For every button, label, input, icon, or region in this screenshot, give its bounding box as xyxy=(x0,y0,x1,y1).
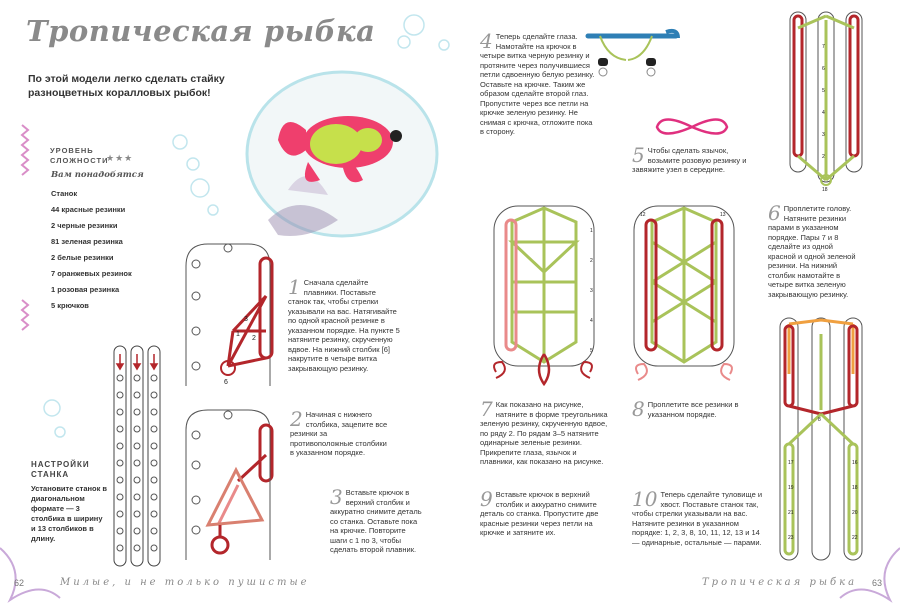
step-number: 9 xyxy=(480,487,493,511)
svg-text:19: 19 xyxy=(788,485,794,491)
svg-text:6: 6 xyxy=(224,379,228,386)
svg-text:8: 8 xyxy=(818,417,821,423)
svg-text:2: 2 xyxy=(252,335,256,342)
material-item: 5 крючков xyxy=(51,301,89,310)
step-number: 8 xyxy=(632,397,645,421)
svg-text:6: 6 xyxy=(822,66,825,72)
step-3 xyxy=(330,485,422,555)
svg-text:18: 18 xyxy=(852,485,858,491)
material-item: 2 белые резинки xyxy=(51,253,114,262)
step-text: Проплетите все резинки в указанном порядке. xyxy=(647,400,739,419)
material-item: 44 красные резинки xyxy=(51,205,126,214)
svg-text:23: 23 xyxy=(788,535,794,541)
page-number-left: 62 xyxy=(14,578,25,588)
difficulty-label-line1: УРОВЕНЬ xyxy=(50,146,94,155)
footer-left: Милые, и не только пушистые xyxy=(60,577,310,588)
svg-text:22: 22 xyxy=(852,535,858,541)
hook-illustration xyxy=(586,28,686,98)
step-8 xyxy=(632,397,742,421)
step-text: Проплетите голову. Натяните резинки парами в указанном порядке. Пары 7 и 8 сделайте из одной красной и одной зеленой резинки. На нижний столбик намотайте в четыре витка зеленую закрывающую резинку. xyxy=(768,204,856,299)
step-7 xyxy=(480,397,610,467)
step-4 xyxy=(480,29,598,137)
svg-text:13: 13 xyxy=(720,212,726,218)
step8-loom-diagram xyxy=(630,202,740,392)
step-number: 6 xyxy=(768,201,781,225)
step-text: Как показано на рисунке, натяните в форме треугольника зеленую резинку, скрученную вдвое, по ряду 2. По рядам 3–5 натяните одинарные зеленые резинки. Прикрепите глаза, язычок и плавники, как показано на рисунке. xyxy=(480,400,608,466)
page-title: Тропическая рыбка xyxy=(26,14,376,48)
svg-text:7: 7 xyxy=(822,44,825,50)
svg-text:12: 12 xyxy=(640,212,646,218)
svg-text:5: 5 xyxy=(822,88,825,94)
settings-title-line2: СТАНКА xyxy=(31,470,70,479)
step-number: 1 xyxy=(288,275,301,299)
step10-body-loom-diagram xyxy=(776,314,866,564)
material-item: Станок xyxy=(51,189,78,198)
settings-title-line1: НАСТРОЙКИ xyxy=(31,460,90,469)
svg-text:16: 16 xyxy=(852,460,858,466)
material-item: 81 зеленая резинка xyxy=(51,237,123,246)
step-number: 3 xyxy=(330,485,343,509)
materials-title: Вам понадобятся xyxy=(51,170,144,180)
svg-text:2: 2 xyxy=(822,154,825,160)
step-1 xyxy=(288,275,400,373)
step-10 xyxy=(632,487,763,547)
step-number: 7 xyxy=(480,397,493,421)
material-item: 1 розовая резинка xyxy=(51,285,120,294)
fish-photo xyxy=(238,70,438,240)
step6-head-loom-diagram xyxy=(786,8,866,193)
difficulty-label-line2: СЛОЖНОСТИ xyxy=(50,156,109,165)
step-5 xyxy=(632,143,750,175)
step7-loom-diagram xyxy=(490,202,600,392)
svg-text:5: 5 xyxy=(590,348,593,354)
difficulty-stars: ★★★ xyxy=(106,153,134,163)
svg-text:2: 2 xyxy=(590,258,593,264)
step-number: 4 xyxy=(480,29,493,53)
svg-text:4: 4 xyxy=(822,110,825,116)
svg-text:20: 20 xyxy=(852,510,858,516)
step1-loom-diagram xyxy=(178,236,278,396)
page-number-right: 63 xyxy=(872,578,883,588)
svg-text:21: 21 xyxy=(788,510,794,516)
intro-text: По этой модели легко сделать стайку разноцветных коралловых рыбок! xyxy=(28,73,225,99)
svg-text:1: 1 xyxy=(590,228,593,234)
settings-title xyxy=(31,460,101,480)
step-6 xyxy=(768,201,860,299)
tongue-knot-illustration xyxy=(652,112,732,142)
step-text: Теперь сделайте туловище и хвост. Поставьте станок так, чтобы стрелки указывали на вас. Натяните резинки в указанном порядке: 1, 2, 3, 8, 10, 11, 12, 13 и 14 — одинарные, остальные — парами. xyxy=(632,490,763,547)
step-text: Чтобы сделать язычок, возьмите розовую резинку и завяжите узел в середине. xyxy=(632,146,747,174)
settings-text: Установите станок в диагональном формате — 3 столбика в ширину и 13 столбиков в длину. xyxy=(31,484,108,543)
svg-text:3: 3 xyxy=(244,316,248,323)
step-number: 10 xyxy=(632,487,658,511)
step-9 xyxy=(480,487,610,538)
step-number: 5 xyxy=(632,143,645,167)
svg-text:1: 1 xyxy=(236,331,240,338)
svg-text:4: 4 xyxy=(590,318,593,324)
material-item: 2 черные резинки xyxy=(51,221,118,230)
step-2 xyxy=(290,407,390,458)
step-text: Вставьте крючок в верхний столбик и аккуратно снимите деталь со станка. Пропустите две красные резинки через петли на крючке и затяните их. xyxy=(480,490,599,537)
step3-loom-diagram xyxy=(178,470,278,560)
svg-text:18: 18 xyxy=(822,187,828,193)
step-text: Вставьте крючок в верхний столбик и аккуратно снимите деталь со станка. Оставьте пока на крючке. Повторите шаги с 1 по 3, чтобы сделать второй плавник. xyxy=(330,488,422,554)
svg-text:17: 17 xyxy=(788,460,794,466)
footer-right: Тропическая рыбка xyxy=(702,577,858,588)
loom-setting-diagram xyxy=(112,338,162,568)
step-number: 2 xyxy=(290,407,303,431)
svg-text:3: 3 xyxy=(590,288,593,294)
step-text: Начиная с нижнего столбика, зацепите все резинки за противоположные столбики в указанном порядке. xyxy=(290,410,388,457)
material-item: 7 оранжевых резинок xyxy=(51,269,132,278)
step-text: Сначала сделайте плавники. Поставьте станок так, чтобы стрелки указывали на вас. Натягивайте по одной красной резинке в указанном порядке. На пункте 5 натяните резинку, скрученную вдвое. На нижний столбик [6] накрутите в четыре витка закрывающую резинку. xyxy=(288,278,400,373)
svg-text:3: 3 xyxy=(822,132,825,138)
step-text: Теперь сделайте глаза. Намотайте на крючок в четыре витка черную резинку и протяните через получившиеся петли сдвоенную белую резинку. Оставьте на крючке. Таким же образом сделайте второй глаз. Пропустите через все петли на крючке зеленую резинку. Не снимая с крючка, отложите пока в сторону. xyxy=(480,32,595,136)
